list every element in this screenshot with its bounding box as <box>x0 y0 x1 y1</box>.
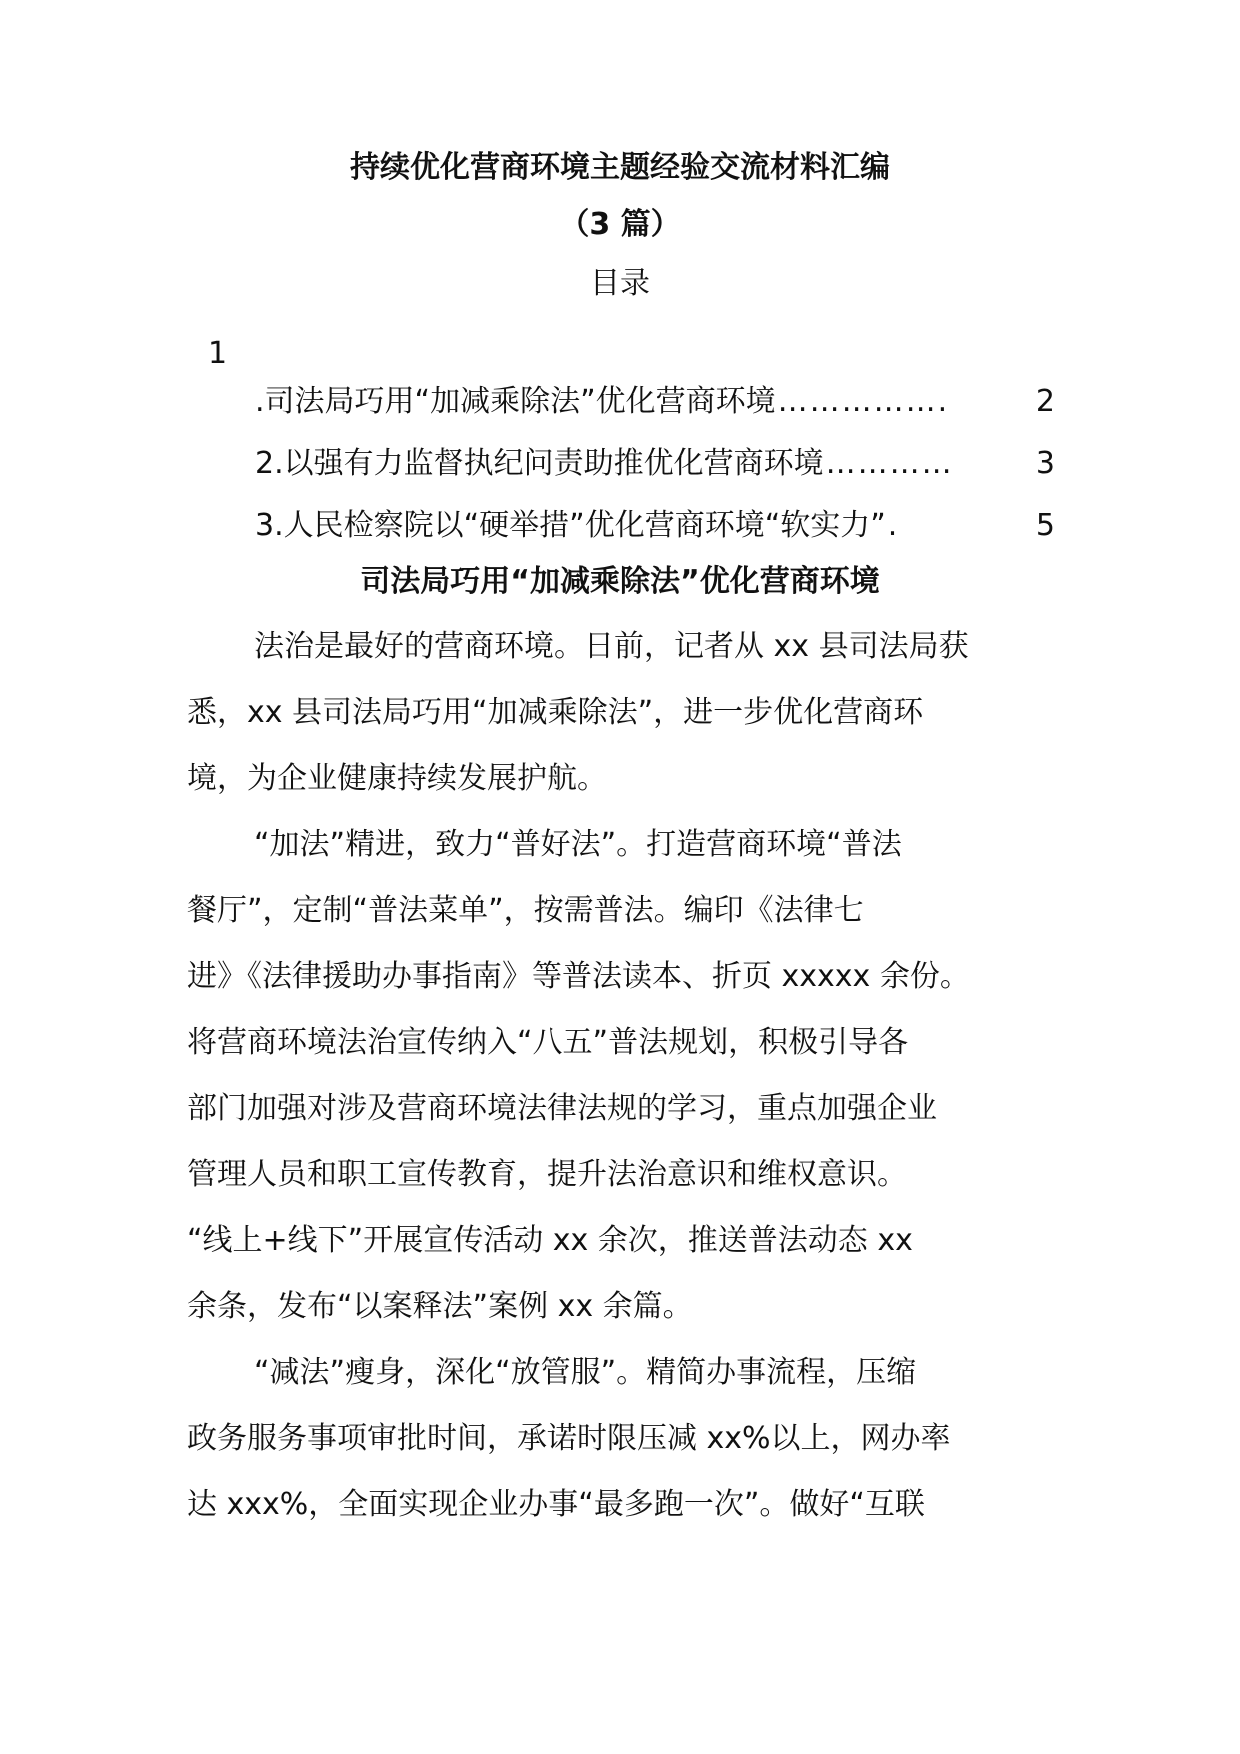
toc-entry-text: .司法局巧用“加减乘除法”优化营商环境 <box>255 384 776 419</box>
document-title: 持续优化营商环境主题经验交流材料汇编 <box>350 150 890 185</box>
paragraph-line: 将营商环境法治宣传纳入“八五”普法规划，积极引导各 <box>187 1025 909 1060</box>
toc-leader-dots: ………… <box>825 446 954 481</box>
paragraph-2 <box>187 812 1057 1340</box>
toc-entry-2[interactable] <box>255 444 1055 484</box>
paragraph-3 <box>187 1340 1057 1538</box>
toc-entry-1[interactable] <box>255 382 1055 422</box>
paragraph-line: “加法”精进，致力“普好法”。打造营商环境“普法 <box>254 827 902 862</box>
paragraph-1 <box>187 614 1057 812</box>
paragraph-line: 余条，发布“以案释法”案例 xx 余篇。 <box>187 1289 693 1324</box>
toc-heading: 目录 <box>590 266 650 301</box>
document-subtitle: （3 篇） <box>559 207 681 242</box>
section-title: 司法局巧用“加减乘除法”优化营商环境 <box>360 564 880 599</box>
paragraph-line: 部门加强对涉及营商环境法律法规的学习，重点加强企业 <box>187 1091 937 1126</box>
paragraph-line: 境，为企业健康持续发展护航。 <box>187 761 607 796</box>
toc-leader-dots: ……………. <box>777 384 950 419</box>
paragraph-line: 政务服务事项审批时间，承诺时限压减 xx%以上，网办率 <box>187 1421 951 1456</box>
toc-entry-text: 3.人民检察院以“硬举措”优化营商环境“软实力” <box>255 508 886 543</box>
toc-page-number: 3 <box>1035 446 1055 481</box>
toc-page-number: 2 <box>1035 384 1055 419</box>
toc-number-fragment: 1 <box>208 336 228 371</box>
paragraph-line: 悉，xx 县司法局巧用“加减乘除法”，进一步优化营商环 <box>187 695 924 730</box>
toc-leader-dots: . <box>887 508 900 543</box>
paragraph-line: 管理人员和职工宣传教育，提升法治意识和维权意识。 <box>187 1157 907 1192</box>
paragraph-line: “减法”瘦身，深化“放管服”。精简办事流程，压缩 <box>254 1355 917 1390</box>
paragraph-line: “线上+线下”开展宣传活动 xx 余次，推送普法动态 xx <box>187 1223 913 1258</box>
paragraph-line: 达 xxx%，全面实现企业办事“最多跑一次”。做好“互联 <box>187 1487 925 1522</box>
paragraph-line: 法治是最好的营商环境。日前，记者从 xx 县司法局获 <box>254 629 969 664</box>
toc-page-number: 5 <box>1035 508 1055 543</box>
toc-entry-text: 2.以强有力监督执纪问责助推优化营商环境 <box>255 446 824 481</box>
toc-entry-3[interactable] <box>255 506 1055 546</box>
paragraph-line: 进》《法律援助办事指南》等普法读本、折页 xxxxx 余份。 <box>187 959 970 994</box>
paragraph-line: 餐厅”，定制“普法菜单”，按需普法。编印《法律七 <box>187 893 864 928</box>
